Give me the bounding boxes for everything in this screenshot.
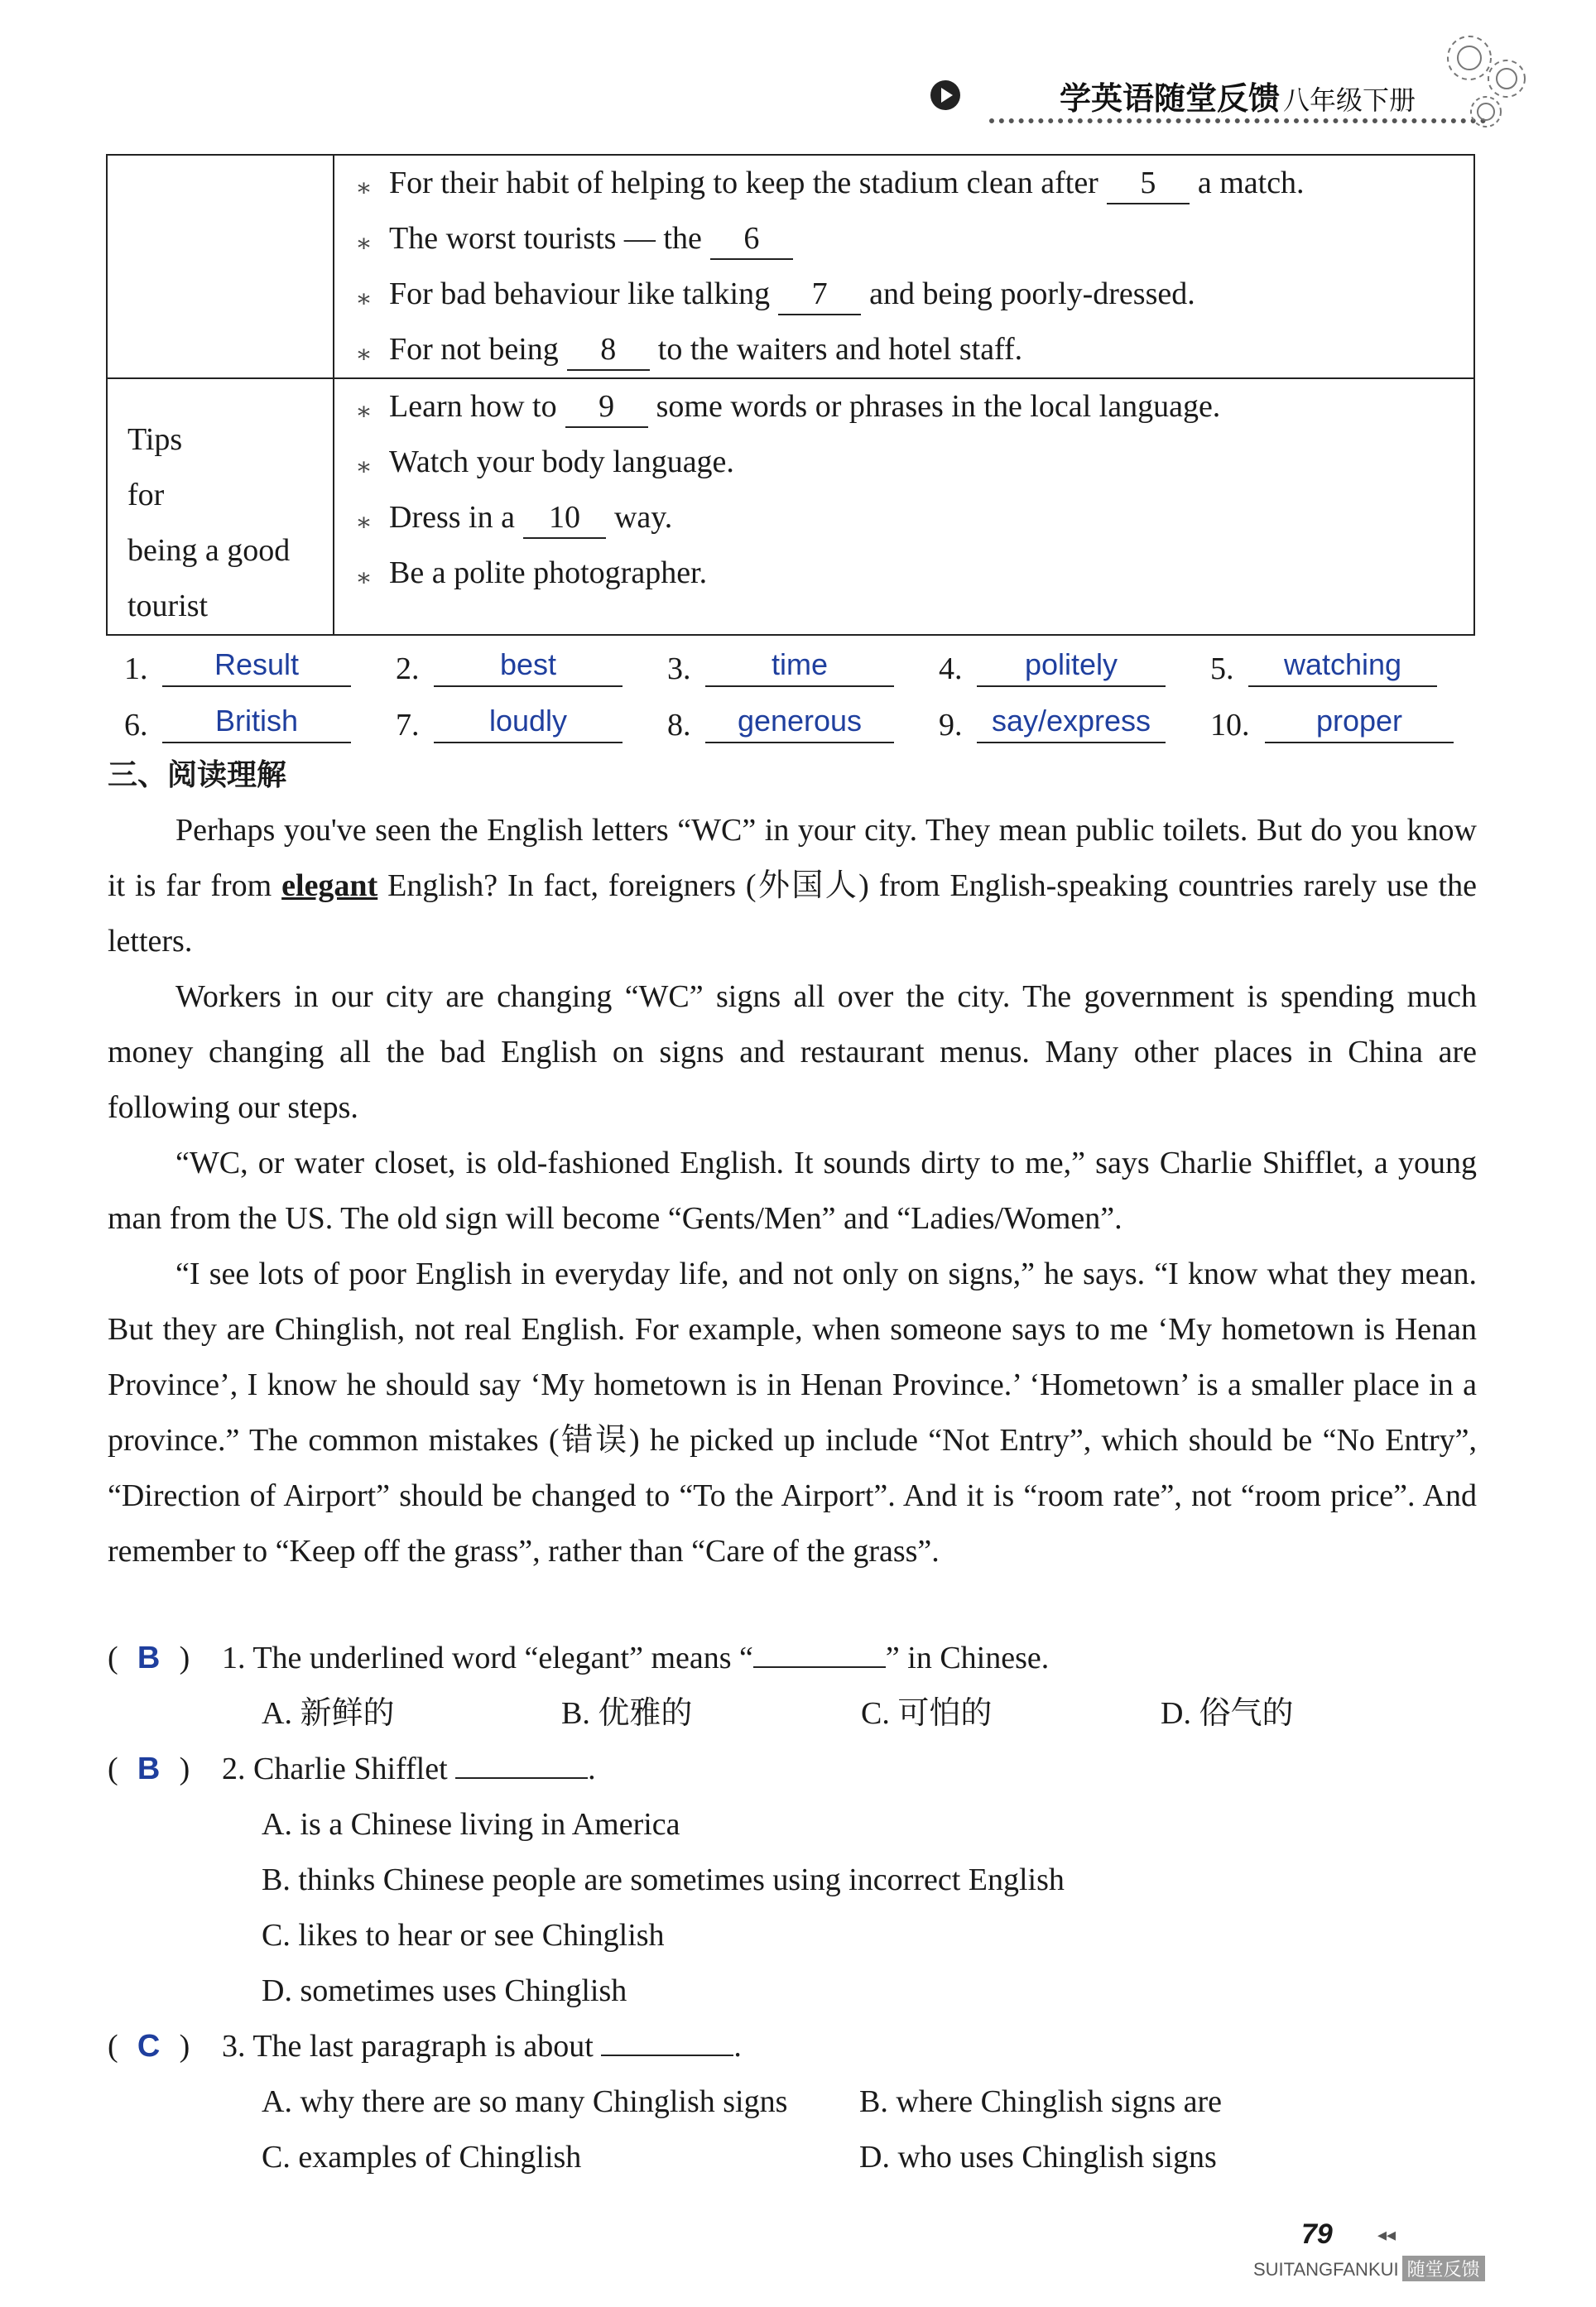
answer-item: 3. time	[667, 644, 939, 687]
fill-blank: 7	[778, 274, 861, 315]
underlined-word: elegant	[281, 868, 378, 903]
answer-field[interactable]: best	[434, 644, 623, 687]
list-item: ⁎ Learn how to 9 some words or phrases in the local language.	[334, 379, 1473, 435]
table-label-cell-empty	[107, 155, 334, 378]
table-row	[107, 378, 1474, 635]
option[interactable]: D. sometimes uses Chinglish	[262, 1973, 627, 2008]
list-item: ⁎ For their habit of helping to keep the stadium clean after 5 a match.	[334, 156, 1473, 211]
fill-blank: 8	[567, 329, 650, 371]
list-item: ⁎ For bad behaviour like talking 7 and being poorly-dressed.	[334, 267, 1473, 322]
question-stem: ( B ) 1. The underlined word “elegant” means “ ” in Chinese.	[108, 1631, 1477, 1686]
answer-item: 7. loudly	[396, 700, 667, 743]
options-row	[108, 2130, 1477, 2185]
answer-field[interactable]: British	[162, 700, 351, 743]
option[interactable]: A. is a Chinese living in America	[262, 1807, 680, 1842]
star-bullet-icon: ⁎	[358, 506, 370, 533]
fill-blank: 9	[565, 387, 648, 428]
list-item: ⁎ For not being 8 to the waiters and hotel staff.	[334, 322, 1473, 377]
footer-tag: 随堂反馈	[1402, 2256, 1485, 2281]
option[interactable]: B. 优雅的	[561, 1696, 693, 1731]
option[interactable]: A. 新鲜的	[262, 1696, 395, 1731]
option[interactable]: C. 可怕的	[861, 1696, 993, 1731]
passage-paragraph: “WC, or water closet, is old-fashioned English. It sounds dirty to me,” says Charlie Shifflet, a young man from the US. The old sign will become “Gents/Men” and “Ladies/Women”.	[108, 1146, 1477, 1236]
header-subtitle: 八年级下册	[1283, 84, 1416, 116]
table-content-cell	[334, 378, 1474, 635]
question-answer[interactable]: C	[137, 2029, 161, 2064]
answer-field[interactable]: say/express	[977, 700, 1166, 743]
list-item: ⁎ Dress in a 10 way.	[334, 490, 1473, 546]
answer-item: 10. proper	[1210, 700, 1482, 743]
answer-field[interactable]: loudly	[434, 700, 623, 743]
answer-item: 4. politely	[939, 644, 1210, 687]
option[interactable]: D. 俗气的	[1161, 1696, 1294, 1731]
answer-field[interactable]: watching	[1248, 644, 1437, 687]
question-answer[interactable]: B	[137, 1752, 161, 1786]
answer-field[interactable]: generous	[705, 700, 894, 743]
star-bullet-icon: ⁎	[358, 561, 370, 589]
option[interactable]: B. where Chinglish signs are	[859, 2084, 1223, 2119]
question-blank	[601, 2055, 733, 2056]
fill-blank: 5	[1107, 163, 1190, 204]
fill-blank: 10	[523, 497, 606, 539]
question-stem: ( C ) 3. The last paragraph is about .	[108, 2019, 1477, 2074]
options-row	[108, 1686, 1477, 1742]
answer-item: 8. generous	[667, 700, 939, 743]
passage-paragraph: “I see lots of poor English in everyday life, and not only on signs,” he says. “I know what they mean. But they are Chinglish, not real English. For example, when someone says to me ‘My hometown is Henan Province’, I know he should say ‘My hometown is in Henan Province.’ ‘Hometown’ is a smaller place in a province.” The common mistakes (错误) he picked up include “Not Entry”, which should be “No Entry”, “Direction of Airport” should be changed to “To the Airport”. And it is “room rate”, not “room price”. And remember to “Keep off the grass”, rather than “Care of the grass”.	[108, 1257, 1477, 1569]
answer-item: 6. British	[124, 700, 396, 743]
star-bullet-icon: ⁎	[358, 282, 370, 310]
answer-item: 9. say/express	[939, 700, 1210, 743]
flower-decoration-icon	[1424, 21, 1548, 145]
star-bullet-icon: ⁎	[358, 395, 370, 422]
page-arrows-icon: ◂◂	[1377, 2225, 1396, 2246]
table-label-cell: Tips for being a good tourist	[107, 378, 334, 635]
questions	[108, 1631, 1477, 2185]
question-answer[interactable]: B	[137, 1641, 161, 1675]
passage-paragraph: Perhaps you've seen the English letters “WC” in your city. They mean public toilets. But do you know it is far from elegant English? In fact, foreigners (外国人) from English-speaking countries rarely use the letters.	[108, 813, 1477, 959]
header-dotted-rule	[989, 118, 1486, 128]
option[interactable]: C. likes to hear or see Chinglish	[262, 1918, 665, 1953]
answer-field[interactable]: politely	[977, 644, 1166, 687]
option[interactable]: A. why there are so many Chinglish signs	[262, 2084, 788, 2119]
star-bullet-icon: ⁎	[358, 338, 370, 365]
list-item: ⁎ Watch your body language.	[334, 435, 1473, 490]
list-item: ⁎ The worst tourists — the 6	[334, 211, 1473, 267]
question-blank	[455, 1777, 588, 1779]
option[interactable]: C. examples of Chinglish	[262, 2140, 582, 2175]
table-content-cell	[334, 155, 1474, 378]
answer-item: 2. best	[396, 644, 667, 687]
answer-item: 1. Result	[124, 644, 396, 687]
question-stem: ( B ) 2. Charlie Shifflet .	[108, 1742, 1477, 1797]
answer-field[interactable]: Result	[162, 644, 351, 687]
option[interactable]: D. who uses Chinglish signs	[859, 2140, 1217, 2175]
section-title: 三、阅读理解	[108, 758, 287, 792]
answer-field[interactable]: proper	[1265, 700, 1454, 743]
reading-passage	[108, 803, 1477, 1579]
options-row	[108, 2074, 1477, 2130]
header-title: 学英语随堂反馈 八年级下册	[1060, 80, 1416, 117]
summary-table	[106, 154, 1475, 636]
answer-field[interactable]: time	[705, 644, 894, 687]
passage-paragraph: Workers in our city are changing “WC” signs all over the city. The government is spending much money changing all the bad English on signs and restaurant menus. Many other places in China are following our steps.	[108, 979, 1477, 1125]
list-item: ⁎ Be a polite photographer.	[334, 546, 1473, 601]
star-bullet-icon: ⁎	[358, 227, 370, 254]
option[interactable]: B. thinks Chinese people are sometimes using incorrect English	[262, 1862, 1065, 1897]
fill-blank: 6	[710, 219, 793, 260]
page-number: 79	[1301, 2218, 1333, 2250]
play-circle-icon	[929, 79, 962, 112]
footer-brand: SUITANGFANKUI 随堂反馈	[1253, 2256, 1485, 2281]
table-row	[107, 155, 1474, 378]
question-blank	[753, 1666, 886, 1668]
star-bullet-icon: ⁎	[358, 450, 370, 478]
answer-item: 5. watching	[1210, 644, 1482, 687]
answer-grid	[124, 631, 1482, 743]
star-bullet-icon: ⁎	[358, 171, 370, 199]
